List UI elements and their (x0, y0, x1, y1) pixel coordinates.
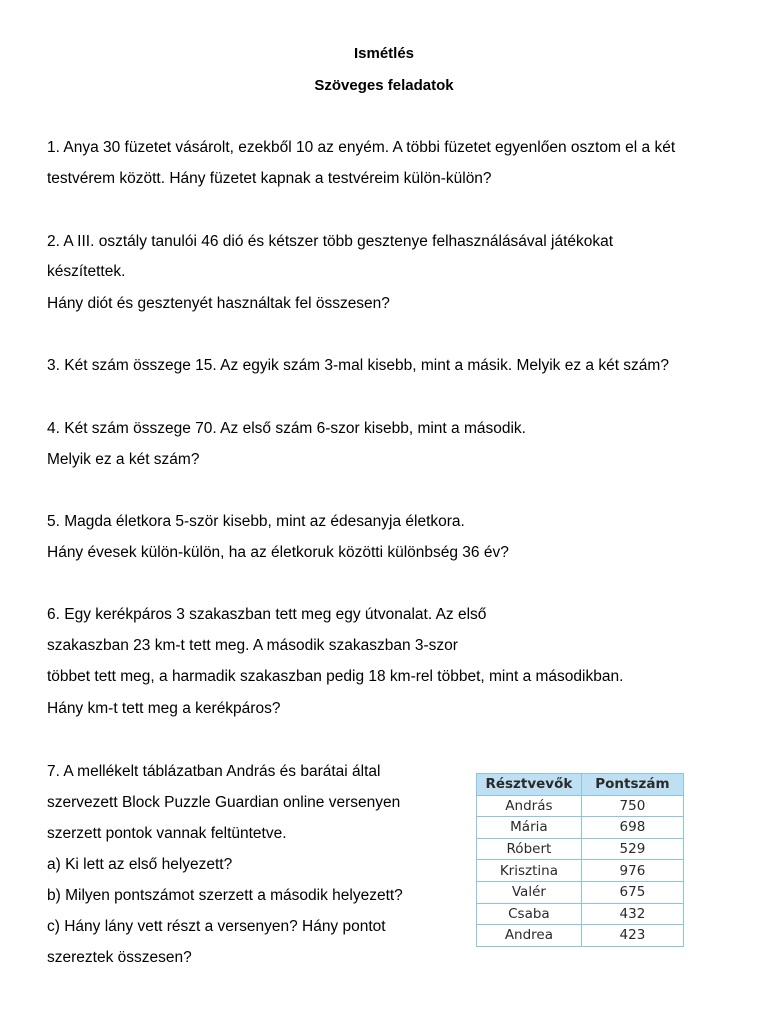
table-row (477, 795, 684, 817)
problem-7-line-3: szerzett pontok vannak feltüntetve. (47, 825, 287, 842)
table-row (477, 817, 684, 839)
problem-7-question-b: b) Milyen pontszámot szerzett a második helyezett? (47, 887, 403, 904)
problem-6-line-4: Hány km-t tett meg a kerékpáros? (47, 700, 281, 717)
participant-score: 423 (581, 925, 683, 947)
problem-1-line-1: 1. Anya 30 füzetet vásárolt, ezekből 10 az enyém. A többi füzetet egyenlően osztom el a két (47, 139, 676, 156)
table-header-row (477, 774, 684, 796)
participant-name: Krisztina (477, 860, 582, 882)
table-row (477, 903, 684, 925)
participant-name: Mária (477, 817, 582, 839)
participant-score: 750 (581, 795, 683, 817)
participant-name: Csaba (477, 903, 582, 925)
problem-7-line-2: szervezett Block Puzzle Guardian online versenyen (47, 794, 401, 811)
header-score: Pontszám (581, 774, 683, 796)
score-table (476, 773, 684, 947)
problem-4-line-2: Melyik ez a két szám? (47, 451, 200, 468)
participant-score: 529 (581, 838, 683, 860)
problem-1-line-2: testvérem között. Hány füzetet kapnak a testvéreim külön-külön? (47, 170, 492, 187)
problem-6-line-2: szakaszban 23 km-t tett meg. A második szakaszban 3-szor (47, 637, 458, 654)
table-row (477, 860, 684, 882)
problem-6-line-3: többet tett meg, a harmadik szakaszban pedig 18 km-rel többet, mint a másodikban. (47, 668, 624, 685)
document-title: Ismétlés (353, 45, 415, 62)
problem-2-line-3: Hány diót és gesztenyét használtak fel összesen? (47, 295, 390, 312)
problem-5-line-1: 5. Magda életkora 5-ször kisebb, mint az édesanyja életkora. (47, 513, 465, 530)
problem-7-line-1: 7. A mellékelt táblázatban András és barátai által (47, 763, 381, 780)
table-row (477, 925, 684, 947)
problem-6-line-1: 6. Egy kerékpáros 3 szakaszban tett meg egy útvonalat. Az első (47, 606, 487, 623)
participant-score: 675 (581, 881, 683, 903)
participant-name: Andrea (477, 925, 582, 947)
participant-name: András (477, 795, 582, 817)
table-row (477, 838, 684, 860)
participant-score: 432 (581, 903, 683, 925)
problem-2-line-1: 2. A III. osztály tanulói 46 dió és kétszer több gesztenye felhasználásával játékokat (47, 233, 614, 250)
participant-name: Róbert (477, 838, 582, 860)
participant-name: Valér (477, 881, 582, 903)
problem-3-line-1: 3. Két szám összege 15. Az egyik szám 3-mal kisebb, mint a másik. Melyik ez a két szám? (47, 357, 669, 374)
header-participants: Résztvevők (477, 774, 582, 796)
problem-7-question-a: a) Ki lett az első helyezett? (47, 856, 233, 873)
problem-7-question-c: c) Hány lány vett részt a versenyen? Hány pontot (47, 918, 386, 935)
problem-4-line-1: 4. Két szám összege 70. Az első szám 6-szor kisebb, mint a második. (47, 420, 526, 437)
participant-score: 698 (581, 817, 683, 839)
participant-score: 976 (581, 860, 683, 882)
problem-7-line-7: szereztek összesen? (47, 949, 192, 966)
problem-5-line-2: Hány évesek külön-külön, ha az életkoruk közötti különbség 36 év? (47, 544, 509, 561)
document-subtitle: Szöveges feladatok (314, 77, 454, 94)
table-row (477, 881, 684, 903)
problem-2-line-2: készítettek. (47, 263, 126, 280)
